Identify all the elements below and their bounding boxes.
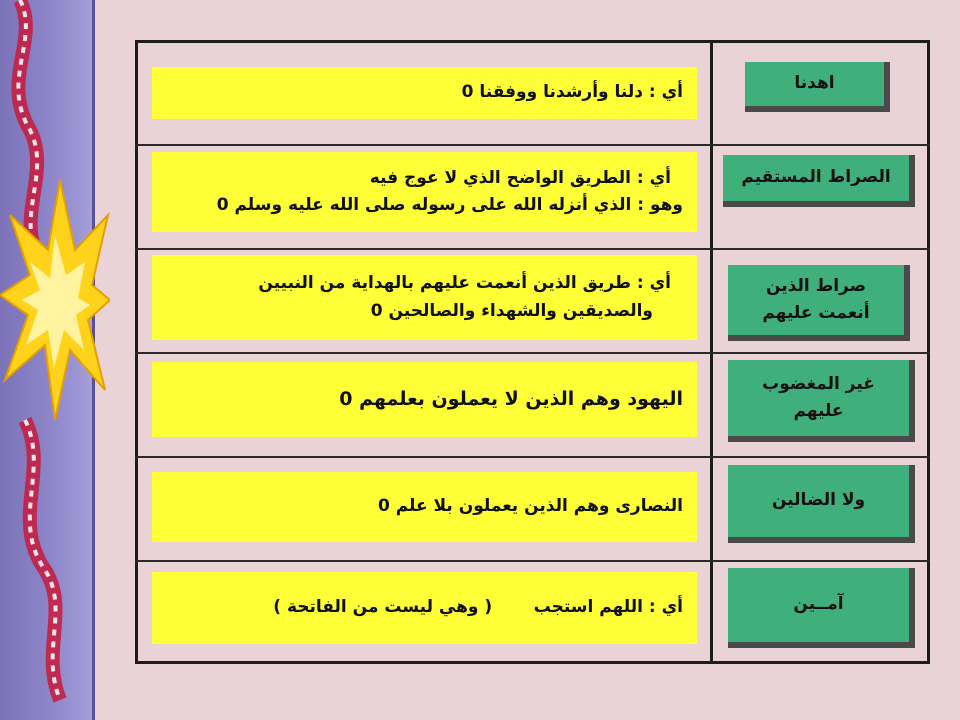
explanation-line: وهو : الذي أنزله الله على رسوله صلى الله عليه وسلم 0 xyxy=(216,195,683,215)
explanation-line: أي : اللهم استجب ( وهي ليست من الفاتحة ) xyxy=(273,597,683,618)
explanation-siraat-alladhina xyxy=(152,255,697,340)
explanation-line: والصديقين والشهداء والصالحين 0 xyxy=(370,300,653,321)
term-label-line: عليهم xyxy=(793,401,844,421)
term-ihdina xyxy=(745,62,890,112)
explanation-ihdina xyxy=(152,67,697,119)
term-wala-addalleen xyxy=(728,465,915,543)
term-siraat-alladhina xyxy=(728,265,910,341)
row-divider xyxy=(135,456,930,458)
explanation-siraat-mustaqeem xyxy=(152,152,697,232)
explanation-line: أي : طريق الذين أنعمت عليهم بالهداية من النبيين xyxy=(258,273,671,294)
term-label: الصراط المستقيم xyxy=(741,167,891,188)
row-divider xyxy=(135,248,930,250)
explanation-ghayril-maghdoob xyxy=(152,362,697,437)
term-ghayril-maghdoob xyxy=(728,360,915,442)
explanation-line: اليهود وهم الذين لا يعملون بعلمهم 0 xyxy=(339,388,683,411)
explanation-wala-addalleen xyxy=(152,472,697,542)
term-siraat-mustaqeem xyxy=(723,155,915,207)
row-divider xyxy=(135,352,930,354)
starburst-icon xyxy=(0,0,110,720)
term-label: آمــين xyxy=(793,594,844,615)
term-label-line: غير المغضوب xyxy=(762,373,875,394)
explanation-line: أي : دلنا وأرشدنا ووفقنا 0 xyxy=(461,82,683,103)
term-label-line: صراط الذين xyxy=(765,275,867,296)
term-label: ولا الضالين xyxy=(771,490,866,511)
term-label: اهدنا xyxy=(794,73,835,94)
row-divider xyxy=(135,144,930,146)
row-divider xyxy=(135,560,930,562)
explanation-line: النصارى وهم الذين يعملون بلا علم 0 xyxy=(377,496,683,517)
term-ameen xyxy=(728,568,915,648)
explanation-line: أي : الطريق الواضح الذي لا عوج فيه xyxy=(369,167,671,188)
term-label-line: أنعمت عليهم xyxy=(762,303,870,323)
explanation-ameen xyxy=(152,572,697,644)
